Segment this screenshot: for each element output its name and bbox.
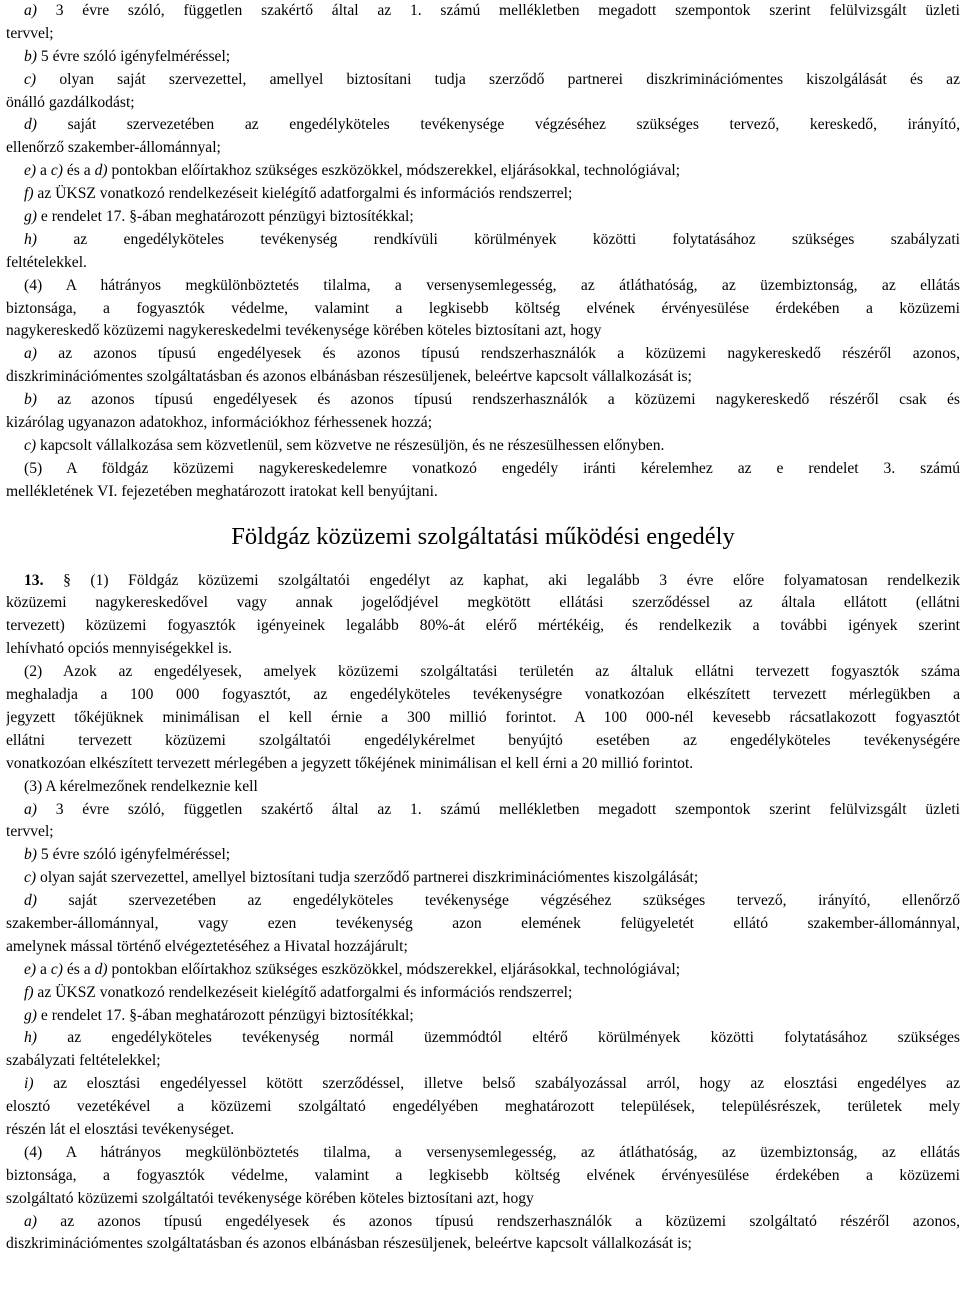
text-line	[6, 592, 960, 615]
text-line	[6, 753, 960, 776]
text-line	[6, 1096, 960, 1119]
item-label: i)	[24, 1075, 34, 1093]
text-line	[6, 982, 960, 1005]
text-line	[6, 844, 960, 867]
text-line	[6, 275, 960, 298]
item-label: h)	[24, 230, 37, 248]
text-run: az engedélyköteles tevékenység normál üzemmódtól eltérő körülmények közötti folytatásához szükséges	[37, 1029, 960, 1047]
item-label: b)	[24, 47, 37, 65]
text-run: (4) A hátrányos megkülönböztetés tilalma, a versenysemlegesség, az átláthatóság, az üzembiztonság, az ellátás	[24, 276, 960, 294]
text-run: olyan saját szervezettel, amellyel biztosítani tudja szerződő partnerei diszkriminációmentes kiszolgálását;	[36, 869, 699, 887]
text-line	[6, 936, 960, 959]
item-label: f)	[24, 983, 34, 1001]
text-run: szakember-állománnyal, vagy ezen tevékenység azon elemének felügyeletét ellátó szakember-állománnyal,	[6, 914, 960, 932]
text-line	[6, 160, 960, 183]
text-run: részén lát el elosztási tevékenységet.	[6, 1120, 235, 1138]
text-run: a	[36, 162, 51, 180]
item-label: a)	[24, 1212, 37, 1230]
text-line	[6, 366, 960, 389]
text-run: önálló gazdálkodást;	[6, 93, 135, 111]
text-run: diszkriminációmentes szolgáltatásban és azonos elbánásban részesüljenek, beleértve kapcsolt vállalkozását is;	[6, 1235, 692, 1253]
text-run: (4) A hátrányos megkülönböztetés tilalma, a versenysemlegesség, az átláthatóság, az üzembiztonság, az ellátás	[24, 1143, 960, 1161]
item-label: c)	[50, 162, 63, 180]
text-run: az elosztási engedélyessel kötött szerződéssel, illetve belső szabályozással arról, hogy az elosztási engedélyes az	[33, 1075, 960, 1093]
text-line	[6, 458, 960, 481]
text-run: és a	[62, 960, 95, 978]
text-run: 5 évre szóló igényfelméréssel;	[37, 846, 231, 864]
item-label: b)	[24, 846, 37, 864]
text-run: elosztó vezetékével a közüzemi szolgáltató engedélyében meghatározott települések, településrészek, területek mely	[6, 1098, 960, 1116]
text-run: lehívható opciós mennyiségekkel is.	[6, 640, 233, 658]
text-run: kapcsolt vállalkozása sem közvetlenül, sem közvetve ne részesüljön, és ne részesülhessen előnyben.	[36, 436, 665, 454]
text-line	[6, 481, 960, 504]
text-line	[6, 46, 960, 69]
text-run: pontokban előírtakhoz szükséges eszközökkel, módszerekkel, eljárásokkal, technológiával;	[107, 960, 681, 978]
item-label: b)	[24, 391, 37, 409]
item-label: c)	[24, 436, 37, 454]
item-label: c)	[24, 70, 37, 88]
text-run: ellenőrző szakember-állománnyal;	[6, 139, 221, 157]
text-line	[6, 1211, 960, 1234]
text-line	[6, 206, 960, 229]
text-line	[6, 707, 960, 730]
text-line	[6, 92, 960, 115]
text-run: olyan saját szervezettel, amellyel biztosítani tudja szerződő partnerei diszkriminációmentes kiszolgálását és az	[36, 70, 960, 88]
item-label: d)	[24, 892, 37, 910]
text-line	[6, 69, 960, 92]
item-label: g)	[24, 208, 37, 226]
text-run: tervezett) közüzemi fogyasztók igényeinek legalább 80%-át elérő mértékéig, és rendelkezik a további igények szerint	[6, 617, 960, 635]
text-run: meghaladja a 100 000 fogyasztót, az engedélyköteles tevékenységre vonatkozóan elkészített tervezett mérlegükben a	[6, 686, 960, 704]
text-run: e rendelet 17. §-ában meghatározott pénzügyi biztosítékkal;	[37, 1006, 414, 1024]
text-line	[6, 343, 960, 366]
text-line	[6, 412, 960, 435]
text-line	[6, 229, 960, 252]
text-run: saját szervezetében az engedélyköteles tevékenysége végzéséhez szükséges tervező, irányító, ellenőrző	[37, 892, 960, 910]
item-label: d)	[24, 116, 37, 134]
text-run: 3 évre szóló, független szakértő által az 1. számú mellékletben megadott szempontok szerint felülvizsgált üzleti	[37, 2, 960, 19]
text-run: az azonos típusú engedélyesek és azonos típusú rendszerhasználók a közüzemi szolgáltató részéről azonos,	[37, 1212, 960, 1230]
text-line	[6, 776, 960, 799]
text-line	[6, 389, 960, 412]
text-run: 3 évre szóló, független szakértő által az 1. számú mellékletben megadott szempontok szerint felülvizsgált üzleti	[37, 800, 960, 818]
item-label: a)	[24, 345, 37, 363]
text-line	[6, 114, 960, 137]
text-run: pontokban előírtakhoz szükséges eszközökkel, módszerekkel, eljárásokkal, technológiával;	[107, 162, 681, 180]
section-13	[6, 570, 960, 1257]
text-line	[6, 1233, 960, 1256]
text-run: szabályzati feltételekkel;	[6, 1052, 161, 1070]
text-run: az ÜKSZ vonatkozó rendelkezéseit kielégítő adatforgalmi és információs rendszerrel;	[33, 185, 573, 203]
text-run: biztonsága, a fogyasztók védelme, valamint a legkisebb költség elvének érvényesülése érdekében a közüzemi	[6, 299, 960, 317]
text-line	[6, 570, 960, 593]
section-12-continuation	[6, 0, 960, 504]
text-run: a	[36, 960, 51, 978]
text-run: vonatkozóan elkészített tervezett mérlegében a jegyzett tőkéjének minimálisan el kell érni a 20 millió forintot.	[6, 754, 694, 772]
item-label: e)	[24, 960, 37, 978]
text-line	[6, 615, 960, 638]
text-line	[6, 867, 960, 890]
text-run: feltételekkel.	[6, 253, 87, 271]
text-line	[6, 913, 960, 936]
text-line	[6, 183, 960, 206]
text-run: (2) Azok az engedélyesek, amelyek közüzemi szolgáltatási területén az általuk ellátni tervezett fogyasztók száma	[24, 663, 960, 681]
text-run: nagykereskedő közüzemi nagykereskedelmi tevékenysége körében köteles biztosítani azt, hogy	[6, 322, 602, 340]
text-run: és a	[62, 162, 95, 180]
text-run: e rendelet 17. §-ában meghatározott pénzügyi biztosítékkal;	[37, 208, 414, 226]
text-run: közüzemi nagykereskedővel vagy annak jogelődjével megkötött ellátási szerződéssel az általa ellátott (ellátni	[6, 594, 960, 612]
text-line	[6, 435, 960, 458]
item-label: e)	[24, 162, 37, 180]
text-line	[6, 137, 960, 160]
text-run: saját szervezetében az engedélyköteles tevékenysége végzéséhez szükséges tervező, kereskedő, irányító,	[37, 116, 960, 134]
item-label: a)	[24, 800, 37, 818]
text-line	[6, 959, 960, 982]
text-line	[6, 320, 960, 343]
text-run: az engedélyköteles tevékenység rendkívüli körülmények közötti folytatásához szükséges szabályzati	[37, 230, 960, 248]
text-line	[6, 1050, 960, 1073]
text-line	[6, 1119, 960, 1142]
text-line	[6, 684, 960, 707]
text-run: biztonsága, a fogyasztók védelme, valamint a legkisebb költség elvének érvényesülése érdekében a közüzemi	[6, 1166, 960, 1184]
text-run: § (1) Földgáz közüzemi szolgáltatói engedélyt az kaphat, aki legalább 3 évre előre folyamatosan rendelkezik	[43, 571, 960, 589]
text-run: tervvel;	[6, 24, 54, 42]
text-run: (3) A kérelmezőnek rendelkeznie kell	[24, 777, 258, 795]
section-number: 13.	[24, 571, 44, 589]
text-line	[6, 1027, 960, 1050]
item-label: c)	[50, 960, 63, 978]
text-line	[6, 730, 960, 753]
text-run: amelynek mással történő elvégeztetéséhez a Hivatal hozzájárult;	[6, 937, 408, 955]
text-line	[6, 23, 960, 46]
text-run: az ÜKSZ vonatkozó rendelkezéseit kielégítő adatforgalmi és információs rendszerrel;	[33, 983, 573, 1001]
text-line	[6, 298, 960, 321]
text-run: 5 évre szóló igényfelméréssel;	[37, 47, 231, 65]
text-line	[6, 890, 960, 913]
text-run: az azonos típusú engedélyesek és azonos típusú rendszerhasználók a közüzemi nagykereskedő részéről azonos,	[37, 345, 960, 363]
text-run: ellátni tervezett közüzemi szolgáltatói engedélykérelmet benyújtó esetében az engedélyköteles tevékenységére	[6, 731, 960, 749]
item-label: a)	[24, 2, 37, 19]
section-heading: Földgáz közüzemi szolgáltatási működési engedély	[231, 522, 735, 550]
item-label: d)	[94, 162, 108, 180]
text-line	[6, 1142, 960, 1165]
item-label: g)	[24, 1006, 37, 1024]
text-line	[6, 1165, 960, 1188]
item-label: d)	[94, 960, 108, 978]
text-line	[6, 661, 960, 684]
text-line	[6, 638, 960, 661]
text-run: mellékletének VI. fejezetében meghatározott iratokat kell benyújtani.	[6, 482, 438, 500]
text-run: jegyzett tőkéjüknek minimálisan el kell érnie a 300 millió forintot. A 100 000-nél kevesebb rácsatlakozott fogyasztót	[6, 708, 960, 726]
text-run: diszkriminációmentes szolgáltatásban és azonos elbánásban részesüljenek, beleértve kapcsolt vállalkozását is;	[6, 368, 692, 386]
item-label: c)	[24, 869, 37, 887]
text-line	[6, 0, 960, 23]
text-run: tervvel;	[6, 823, 54, 841]
text-run: kizárólag ugyanazon adatokhoz, információkhoz férhessenek hozzá;	[6, 414, 433, 432]
text-line	[6, 1073, 960, 1096]
text-line	[6, 821, 960, 844]
text-run: az azonos típusú engedélyesek és azonos típusú rendszerhasználók a közüzemi nagykereskedő részéről csak és	[37, 391, 960, 409]
item-label: h)	[24, 1029, 37, 1047]
text-line	[6, 1005, 960, 1028]
text-line	[6, 799, 960, 822]
text-line	[6, 1188, 960, 1211]
text-line	[6, 252, 960, 275]
item-label: f)	[24, 185, 34, 203]
text-run: (5) A földgáz közüzemi nagykereskedelemre vonatkozó engedély iránti kérelemhez az e rendelet 3. számú	[24, 459, 960, 477]
text-run: szolgáltató közüzemi szolgáltatói tevékenysége körében köteles biztosítani azt, hogy	[6, 1189, 534, 1207]
